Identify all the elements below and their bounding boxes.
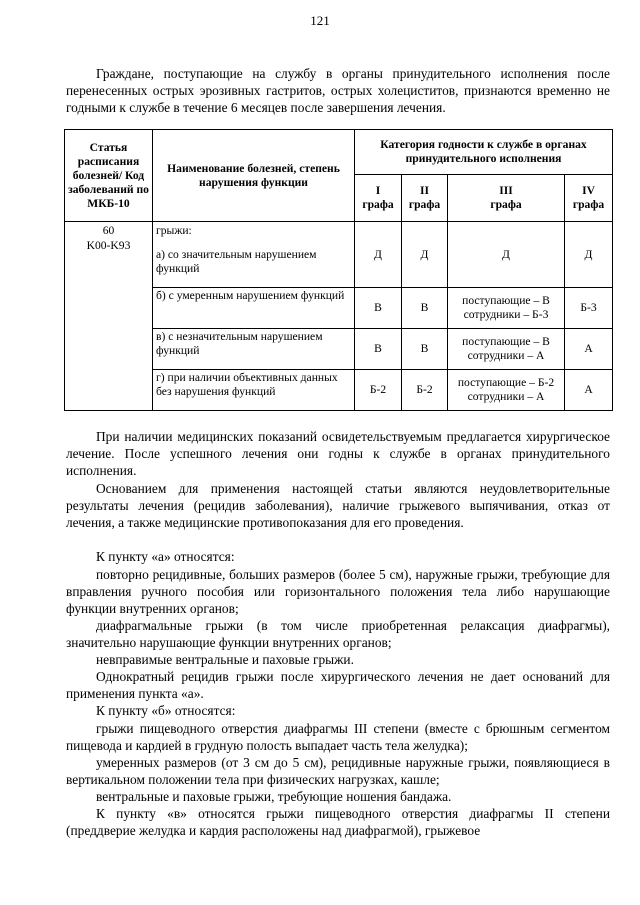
paragraph: При наличии медицинских показаний освидетельствуемым предлагается хирургическое лечение. После успешного лечения они годны к службе в органах принудительного исполнения. — [66, 429, 610, 478]
paragraph: диафрагмальные грыжи (в том числе приобретенная релаксация диафрагмы), значительно нарушающие функции внутренних органов; — [66, 618, 610, 650]
paragraph: повторно рецидивные, больших размеров (более 5 см), наружные грыжи, требующие для вправления ручного пособия или горизонтального положения тела либо нарушающие функции внутренних органов; — [66, 567, 610, 616]
paragraph: Однократный рецидив грыжи после хирургического лечения не дает оснований для применения пункта «а». — [66, 669, 610, 701]
paragraph: грыжи пищеводного отверстия диафрагмы III степени (вместе с брюшным сегментом пищевода и кардией в грудную полость выпадает часть тела желудка); — [66, 721, 610, 753]
disease-degree: в) с незначительным нарушением функций — [153, 329, 355, 370]
header-column-2: II графа — [402, 175, 448, 222]
page-number: 121 — [310, 13, 330, 28]
category-col1: Д — [355, 222, 402, 288]
fitness-category-table — [64, 129, 613, 411]
header-column-3: III графа — [448, 175, 565, 222]
paragraph: невправимые вентральные и паховые грыжи. — [96, 652, 354, 667]
header-fitness-category: Категория годности к службе в органах принудительного исполнения — [355, 130, 613, 175]
category-col1: В — [355, 329, 402, 370]
header-disease-name: Наименование болезней, степень нарушения функции — [153, 130, 355, 222]
category-col2: Д — [402, 222, 448, 288]
paragraph: вентральные и паховые грыжи, требующие ношения бандажа. — [96, 789, 452, 804]
article-code: K00-K93 — [86, 239, 131, 252]
header-column-4: IV графа — [565, 175, 613, 222]
category-col2: В — [402, 329, 448, 370]
category-col3: поступающие – В сотрудники – Б-3 — [448, 288, 565, 329]
category-col2: В — [402, 288, 448, 329]
paragraph: К пункту «в» относятся грыжи пищеводного отверстия диафрагмы II степени (преддверие желудка и кардия расположены над диафрагмой), грыжевое — [66, 806, 610, 838]
table-row — [65, 222, 613, 288]
category-col3: Д — [448, 222, 565, 288]
paragraph: К пункту «б» относятся: — [96, 703, 236, 718]
category-col1: Б-2 — [355, 370, 402, 411]
article-cell — [65, 222, 153, 411]
category-col4: Д — [565, 222, 613, 288]
article-number: 60 — [102, 224, 115, 237]
disease-degree: б) с умеренным нарушением функций — [153, 288, 355, 329]
category-col3: поступающие – В сотрудники – А — [448, 329, 565, 370]
category-col4: А — [565, 370, 613, 411]
paragraph: умеренных размеров (от 3 см до 5 см), рецидивные наружные грыжи, появляющиеся в вертикальном положении тела при физических нагрузках, кашле; — [66, 755, 610, 787]
disease-group-title: грыжи: — [156, 224, 192, 237]
intro-paragraph: Граждане, поступающие на службу в органы принудительного исполнения после перенесенных острых эрозивных гастритов, острых холециститов, признаются временно не годными к службе в течение 6 месяцев после завершения лечения. — [66, 66, 610, 115]
disease-cell — [153, 222, 355, 288]
paragraph: К пункту «а» относятся: — [96, 549, 235, 564]
header-column-1: I графа — [355, 175, 402, 222]
disease-degree: г) при наличии объективных данных без нарушения функций — [153, 370, 355, 411]
category-col4: Б-3 — [565, 288, 613, 329]
category-col3: поступающие – Б-2 сотрудники – А — [448, 370, 565, 411]
category-col4: А — [565, 329, 613, 370]
paragraph: Основанием для применения настоящей статьи являются неудовлетворительные результаты лечения (рецидив заболевания), наличие грыжевого выпячивания, отказ от лечения, а также медицинские противопоказания для его проведения. — [66, 481, 610, 530]
header-article-code: Статья расписания болезней/ Код заболеваний по МКБ-10 — [65, 130, 153, 222]
category-col1: В — [355, 288, 402, 329]
disease-degree: а) со значительным нарушением функций — [156, 248, 317, 275]
category-col2: Б-2 — [402, 370, 448, 411]
